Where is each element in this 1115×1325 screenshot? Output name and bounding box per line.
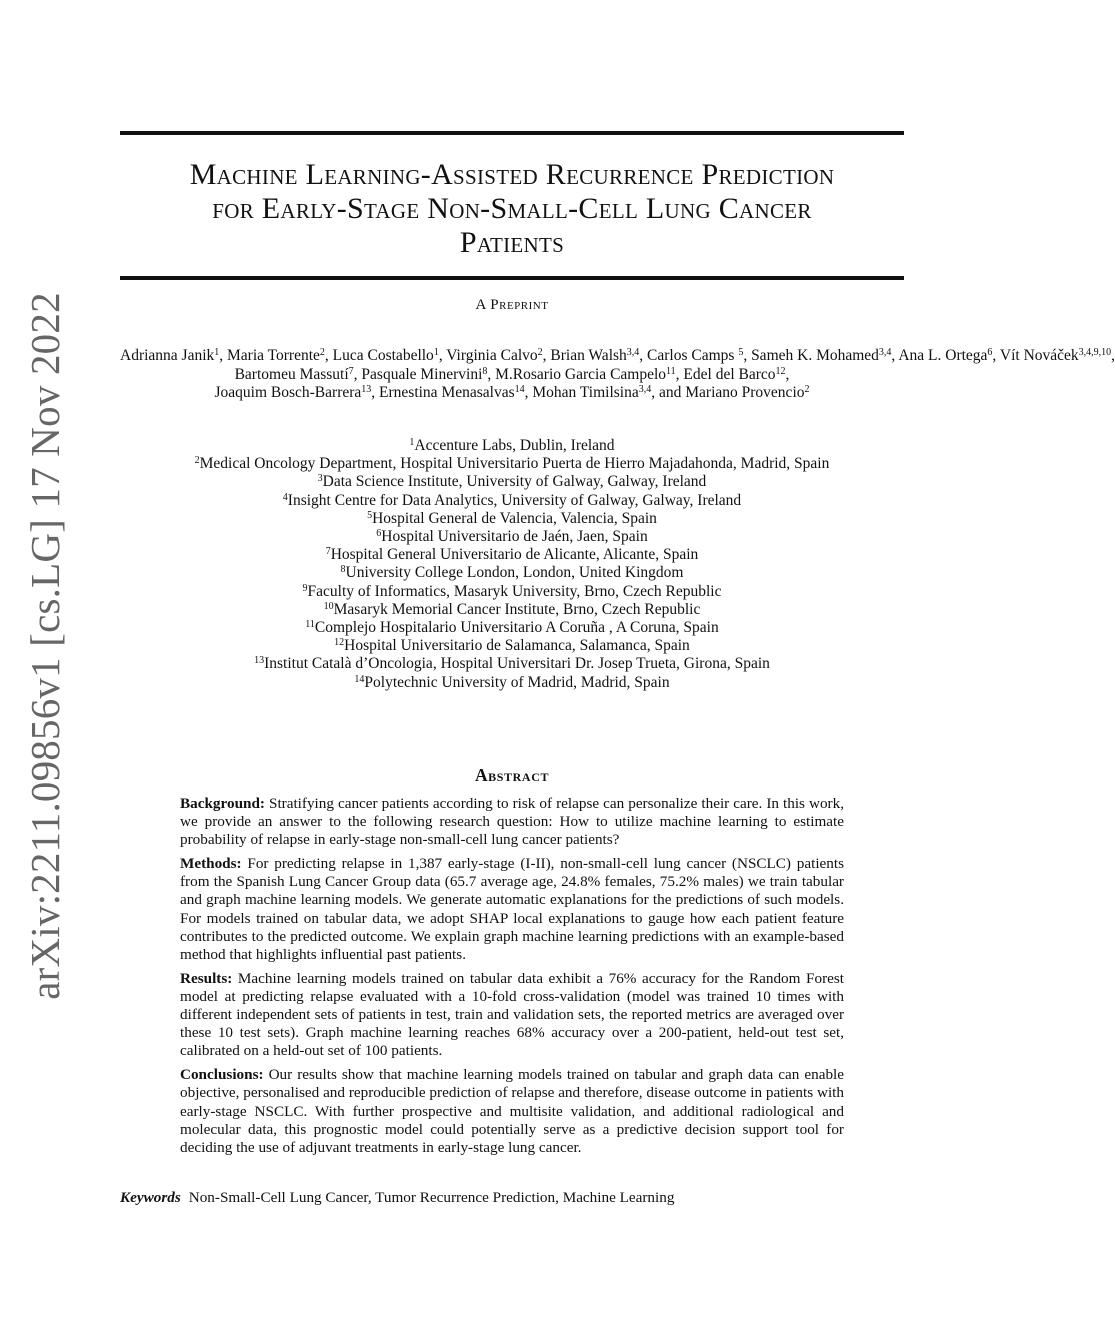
author-affiliation-ref: 3,4 (626, 347, 640, 358)
affiliation-number: 14 (354, 673, 365, 685)
author-affiliation-ref: 5 (738, 347, 744, 358)
affiliation-item (120, 492, 904, 510)
affiliation-number: 5 (367, 509, 373, 521)
author-row: Joaquim Bosch-Barrera$^{13}$, Ernestina Menasalvas$^{14}$, Mohan Timilsina$^{3,4}$, and Mariano Provencio$^2$ (214, 384, 810, 401)
abstract-section-label: Results: (180, 969, 233, 987)
affiliation-number: 12 (334, 637, 345, 649)
author-list (120, 347, 1115, 403)
author-affiliation-ref: 3,4,9,10 (1078, 347, 1112, 358)
affiliation-item (120, 655, 904, 673)
abstract-section-text: Stratifying cancer patients according to risk of relapse can personalize their care. In this work, we provide an answer to the following research question: How to utilize machine learning to estimate probability of relapse in early-stage non-small-cell lung cancer patients? (180, 795, 845, 849)
author-affiliation-ref: 11 (666, 365, 676, 377)
author-name: Maria Torrente (227, 347, 320, 364)
affiliation-text: Institut Català d’Oncologia, Hospital Universitari Dr. Josep Trueta, Girona, Spain (264, 655, 770, 673)
affiliation-item (120, 619, 904, 637)
author-name: Carlos Camps (647, 347, 735, 364)
abstract-section-text: For predicting relapse in 1,387 early-stage (I-II), non-small-cell lung cancer (NSCLC) patients from the Spanish Lung Cancer Group data (65.7 average age, 24.8% females, 75.2% males) we train tabular and graph machine learning models. We generate automatic explanations for the predictions of such models. For models trained on tabular data, we adopt SHAP local explanations to gauge how each patient feature contributes to the predicted outcome. We explain graph machine learning predictions with an example-based method that highlights influential past patients. (180, 855, 845, 963)
affiliation-text: Insight Centre for Data Analytics, University of Galway, Galway, Ireland (287, 491, 742, 509)
abstract-background (180, 795, 844, 849)
author-name: Ernestina Menasalvas (379, 384, 515, 401)
abstract-section-label: Methods: (180, 855, 242, 873)
affiliation-item (120, 564, 904, 582)
abstract-section-label: Conclusions: (180, 1066, 264, 1084)
abstract-section-label: Background: (180, 795, 265, 812)
affiliation-number: 8 (340, 564, 346, 576)
title-line: Patients (459, 226, 565, 259)
abstract-section-text: Machine learning models trained on tabular data exhibit a 76% accuracy for the Random Forest model at predicting relapse evaluated with a 10-fold cross-validation (model was trained 10 times with different independent sets of patients in test, train and validation sets, the reported metrics are averaged over these 10 test sets). Graph machine learning reaches 68% accuracy over a 200-patient, held-out test set, calibrated on a held-out set of 100 patients. (180, 969, 845, 1060)
author-affiliation-ref: 2 (319, 347, 325, 358)
affiliation-text: Data Science Institute, University of Galway, Galway, Ireland (322, 473, 707, 491)
affiliation-text: Hospital Universitario de Jaén, Jaen, Spain (381, 528, 648, 546)
affiliation-number: 10 (323, 600, 334, 612)
author-row: Bartomeu Massutí$^7$, Pasquale Minervini$^8$, M.Rosario Garcia Campelo$^{11}$, Edel del Barco$^{12}$, (234, 365, 790, 383)
affiliation-text: Accenture Labs, Dublin, Ireland (414, 437, 615, 454)
affiliation-item (120, 674, 904, 692)
affiliation-text: Complejo Hospitalario Universitario A Coruña , A Coruna, Spain (314, 619, 719, 637)
affiliation-number: 1 (409, 437, 415, 448)
author-name: Edel del Barco (683, 365, 776, 383)
abstract-body (180, 795, 844, 1163)
abstract-results (180, 970, 844, 1060)
abstract-heading: Abstract (474, 765, 550, 785)
affiliation-number: 6 (376, 528, 382, 540)
keywords-text: Non-Small-Cell Lung Cancer, Tumor Recurrence Prediction, Machine Learning (188, 1189, 675, 1206)
affiliation-text: Polytechnic University of Madrid, Madrid, Spain (364, 673, 670, 691)
affiliation-item (120, 601, 904, 619)
affiliation-text: Masaryk Memorial Cancer Institute, Brno, Czech Republic (333, 600, 701, 618)
abstract-conclusions (180, 1066, 844, 1156)
author-name: Virginia Calvo (446, 347, 538, 364)
author-row: Adrianna Janik$^1$, Maria Torrente$^2$, Luca Costabello$^1$, Virginia Calvo$^2$, Brian Walsh$^{3,4}$, Carlos Camps $^5$, Sameh K. Mohamed$^{3,4}$, Ana L. Ortega$^6$, Vít Nováček$^{3,4,9,10}$, (120, 347, 1115, 364)
affiliation-text: Hospital Universitario de Salamanca, Salamanca, Spain (344, 637, 690, 655)
author-affiliation-ref: 13 (361, 384, 372, 395)
author-affiliation-ref: 2 (537, 347, 543, 358)
affiliation-text: Hospital General Universitario de Alicante, Alicante, Spain (330, 546, 699, 564)
author-name: Bartomeu Massutí (234, 365, 349, 383)
affiliation-number: 13 (254, 655, 265, 667)
author-name: Ana L. Ortega (898, 347, 988, 364)
title-line: for Early-Stage Non-Small-Cell Lung Cancer (212, 192, 812, 225)
author-name: Mohan Timilsina (532, 384, 639, 401)
affiliation-text: Hospital General de Valencia, Valencia, Spain (372, 509, 657, 527)
author-connector: and (659, 384, 682, 401)
affiliation-item (120, 637, 904, 655)
author-affiliation-ref: 8 (482, 365, 488, 377)
author-affiliation-ref: 1 (433, 347, 439, 358)
author-name: Mariano Provencio (685, 384, 805, 401)
author-affiliation-ref: 3,4 (878, 347, 892, 358)
affiliation-item (120, 455, 904, 473)
title-top-rule (120, 131, 904, 135)
paper-title (120, 158, 904, 260)
affiliation-number: 3 (317, 473, 323, 485)
affiliation-number: 2 (194, 455, 200, 467)
title-line: Machine Learning-Assisted Recurrence Prediction (189, 158, 835, 191)
author-affiliation-ref: 14 (514, 384, 525, 395)
abstract-methods (180, 855, 844, 964)
affiliation-number: 9 (302, 582, 308, 594)
affiliation-number: 4 (282, 491, 288, 503)
affiliation-item (120, 528, 904, 546)
author-name: Pasquale Minervini (361, 365, 483, 383)
affiliation-item (120, 437, 904, 455)
affiliation-text: University College London, London, United Kingdom (345, 564, 684, 582)
author-name: Brian Walsh (550, 347, 627, 364)
author-affiliation-ref: 6 (987, 347, 993, 358)
affiliation-list (120, 437, 904, 692)
affiliation-text: Medical Oncology Department, Hospital Universitario Puerta de Hierro Majadahonda, Madrid, Spain (199, 455, 830, 473)
author-name: Vít Nováček (999, 347, 1079, 364)
author-name: Luca Costabello (332, 347, 434, 364)
keywords (120, 1189, 904, 1207)
author-name: M.Rosario Garcia Campelo (495, 365, 667, 383)
keywords-label: Keywords (120, 1189, 181, 1206)
author-name: Sameh K. Mohamed (751, 347, 879, 364)
affiliation-item (120, 546, 904, 564)
author-affiliation-ref: 1 (214, 347, 220, 358)
abstract-section-text: Our results show that machine learning models trained on tabular and graph data can enable objective, personalised and reproducible prediction of relapse and therefore, disease outcome in patients with early-stage NSCLC. With further prospective and multisite validation, and additional radiological and molecular data, this prognostic model could potentially serve as a predictive decision support tool for deciding the use of adjuvant treatments in early-stage lung cancer. (180, 1066, 844, 1156)
affiliation-number: 11 (305, 619, 315, 631)
arxiv-side-stamp (16, 292, 74, 1000)
affiliation-item (120, 510, 904, 528)
author-affiliation-ref: 3,4 (638, 384, 652, 395)
affiliation-text: Faculty of Informatics, Masaryk University, Brno, Czech Republic (307, 582, 722, 600)
author-affiliation-ref: 12 (775, 365, 786, 377)
title-bottom-rule (120, 276, 904, 280)
author-affiliation-ref: 2 (804, 384, 810, 395)
affiliation-item (120, 473, 904, 491)
affiliation-item (120, 583, 904, 601)
author-name: Joaquim Bosch-Barrera (214, 384, 362, 401)
author-name: Adrianna Janik (120, 347, 215, 364)
arxiv-identifier: arXiv:2211.09856v1 [cs.LG] 17 Nov 2022 (22, 292, 69, 1000)
affiliation-number: 7 (325, 546, 331, 558)
preprint-label: A Preprint (475, 297, 549, 313)
author-affiliation-ref: 7 (348, 365, 354, 377)
